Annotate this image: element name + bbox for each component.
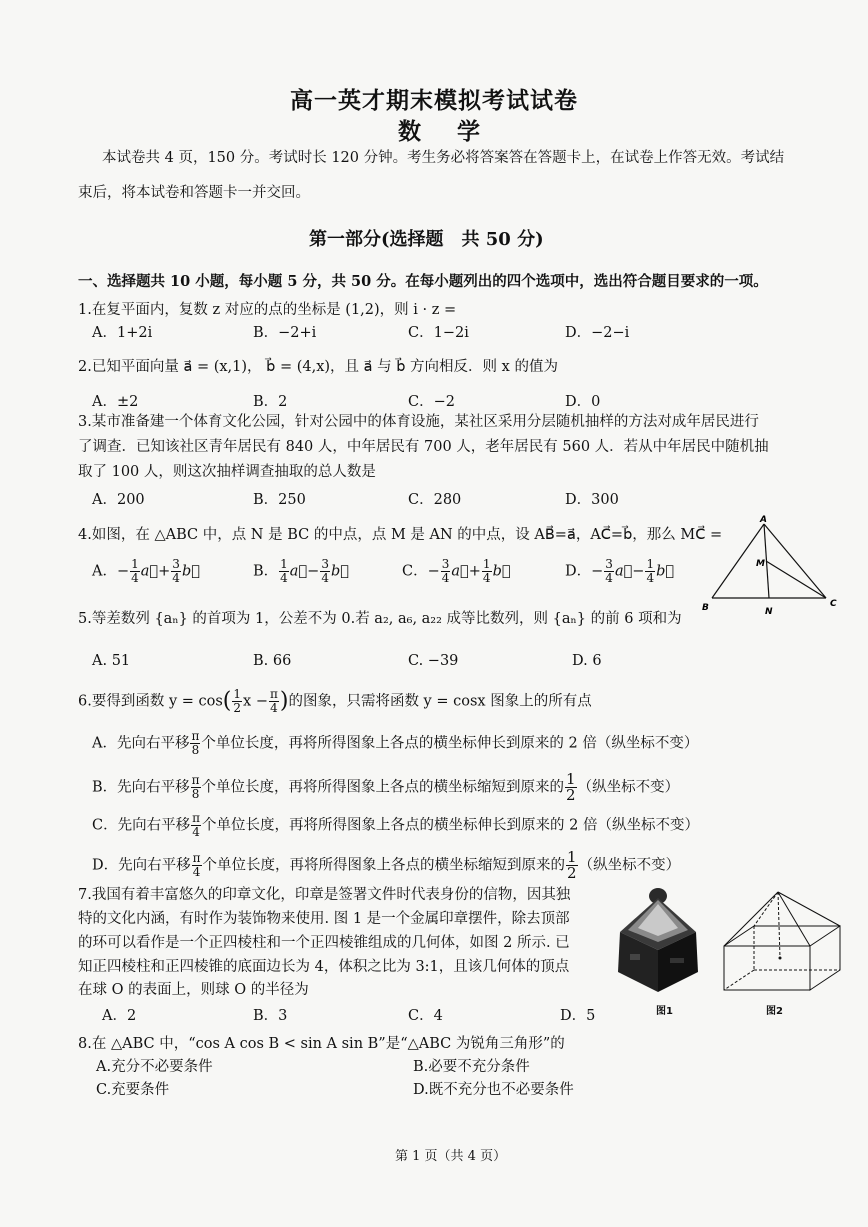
q3-option-b: B．250 [253, 492, 306, 508]
q8-option-a: A.充分不必要条件 [96, 1059, 213, 1075]
q6-option-b: B．先向右平移 $\frac{\pi}{8}$ 个单位长度，再将所得图象上各点的横坐标缩短到原来的 $\frac{1}{2}$ （纵坐标不变） [92, 770, 680, 804]
question-6-stem: 6.要得到函数 y = cos( $\frac{1}{2}$ x − $\frac{\pi}{4}$ )的图象，只需将函数 y = cosx 图象上的所有点 [78, 687, 592, 715]
label-n: N [765, 607, 773, 617]
q4-option-c: C．− $\frac{3}{4}$ a⃗+ $\frac{1}{4}$ b⃗ [402, 557, 511, 585]
question-4-stem: 4.如图，在 △ABC 中，点 N 是 BC 的中点，点 M 是 AN 的中点，设 AB⃗=a⃗，AC⃗=b⃗，那么 MC⃗ = [78, 527, 723, 543]
q3-option-c: C．280 [408, 492, 462, 508]
question-7-line-1: 7.我国有着丰富悠久的印章文化，印章是签署文件时代表身份的信物，因其独 [78, 887, 571, 903]
q5-option-d: D. 6 [572, 653, 602, 669]
section-intro: 一、选择题共 10 小题，每小题 5 分，共 50 分。在每小题列出的四个选项中，选出符合题目要求的一项。 [78, 273, 768, 290]
q7-option-a: A．2 [102, 1008, 137, 1024]
instructions-line-2: 束后，将本试卷和答题卡一并交回。 [78, 185, 310, 201]
q5-option-a: A. 51 [92, 653, 131, 669]
q6-option-a: A．先向右平移 $\frac{\pi}{8}$ 个单位长度，再将所得图象上各点的横坐标伸长到原来的 2 倍（纵坐标不变） [92, 729, 699, 757]
prism-pyramid-figure [718, 886, 850, 998]
question-7-line-5: 在球 O 的表面上，则球 O 的半径为 [78, 982, 309, 998]
q2-option-c: C．−2 [408, 394, 455, 410]
q6-option-c: C．先向右平移 $\frac{\pi}{4}$ 个单位长度，再将所得图象上各点的横坐标伸长到原来的 2 倍（纵坐标不变） [92, 811, 699, 839]
q4-option-a: A．− $\frac{1}{4}$ a⃗+ $\frac{3}{4}$ b⃗ [92, 557, 200, 585]
q7-option-d: D．5 [560, 1008, 596, 1024]
triangle-abc-figure [696, 510, 846, 625]
part-title: 第一部分(选择题 共 50 分) [309, 229, 544, 250]
q8-option-c: C.充要条件 [96, 1082, 170, 1098]
question-7-line-4: 知正四棱柱和正四棱锥的底面边长为 4，体积之比为 3:1，且该几何体的顶点 [78, 959, 570, 975]
page-number: 第 1 页（共 4 页） [395, 1149, 507, 1164]
label-m: M [756, 559, 765, 569]
label-b: B [702, 603, 709, 613]
q7-option-c: C．4 [408, 1008, 443, 1024]
question-7-line-2: 特的文化内涵，有时作为装饰物来使用. 图 1 是一个金属印章摆件，除去顶部 [78, 911, 570, 927]
q2-option-b: B．2 [253, 394, 288, 410]
question-3-line-1: 3.某市准备建一个体育文化公园，针对公园中的体育设施，某社区采用分层随机抽样的方法对成年居民进行 [78, 414, 759, 430]
label-a: A [760, 515, 767, 525]
q1-option-c: C．1−2i [408, 325, 469, 341]
question-3-line-3: 取了 100 人，则这次抽样调查抽取的总人数是 [78, 464, 376, 480]
question-5-stem: 5.等差数列 {aₙ} 的首项为 1，公差不为 0.若 a₂, a₆, a₂₂ 成等比数列，则 {aₙ} 的前 6 项和为 [78, 611, 682, 627]
figure-1-caption: 图1 [656, 1006, 673, 1017]
q3-option-d: D．300 [565, 492, 619, 508]
q8-option-b: B.必要不充分条件 [413, 1059, 530, 1075]
question-8-stem: 8.在 △ABC 中，“cos A cos B < sin A sin B”是“△ABC 为锐角三角形”的 [78, 1036, 565, 1052]
q6-option-d: D．先向右平移 $\frac{\pi}{4}$ 个单位长度，再将所得图象上各点的横坐标缩短到原来的 $\frac{1}{2}$ （纵坐标不变） [92, 848, 681, 882]
question-2-stem: 2.已知平面向量 a⃗ = (x,1)， b⃗ = (4,x)，且 a⃗ 与 b⃗ 方向相反．则 x 的值为 [78, 359, 558, 375]
q1-option-b: B．−2+i [253, 325, 317, 341]
q2-option-d: D．0 [565, 394, 601, 410]
instructions-line-1: 本试卷共 4 页，150 分。考试时长 120 分钟。考生务必将答案答在答题卡上，在试卷上作答无效。考试结 [102, 150, 785, 166]
label-c: C [830, 599, 837, 609]
q5-option-c: C. −39 [408, 653, 459, 669]
q1-option-a: A．1+2i [92, 325, 153, 341]
q7-option-b: B．3 [253, 1008, 288, 1024]
question-1-stem: 1.在复平面内，复数 z 对应的点的坐标是 (1,2)，则 i · z = [78, 302, 457, 318]
question-3-line-2: 了调查．已知该社区青年居民有 840 人，中年居民有 700 人，老年居民有 560 人．若从中年居民中随机抽 [78, 439, 769, 455]
q2-option-a: A．±2 [92, 394, 139, 410]
q4-option-b: B． $\frac{1}{4}$ a⃗− $\frac{3}{4}$ b⃗ [253, 557, 349, 585]
figure-2-caption: 图2 [766, 1006, 783, 1017]
q4-option-d: D．− $\frac{3}{4}$ a⃗− $\frac{1}{4}$ b⃗ [565, 557, 675, 585]
seal-photo-figure [608, 884, 708, 999]
q8-option-d: D.既不充分也不必要条件 [413, 1082, 574, 1098]
exam-title: 高一英才期末模拟考试试卷 [290, 87, 578, 114]
question-7-line-3: 的环可以看作是一个正四棱柱和一个正四棱锥组成的几何体，如图 2 所示. 已 [78, 935, 570, 951]
q5-option-b: B. 66 [253, 653, 292, 669]
q1-option-d: D．−2−i [565, 325, 630, 341]
subject-title: 数 学 [398, 118, 495, 145]
q3-option-a: A．200 [92, 492, 145, 508]
